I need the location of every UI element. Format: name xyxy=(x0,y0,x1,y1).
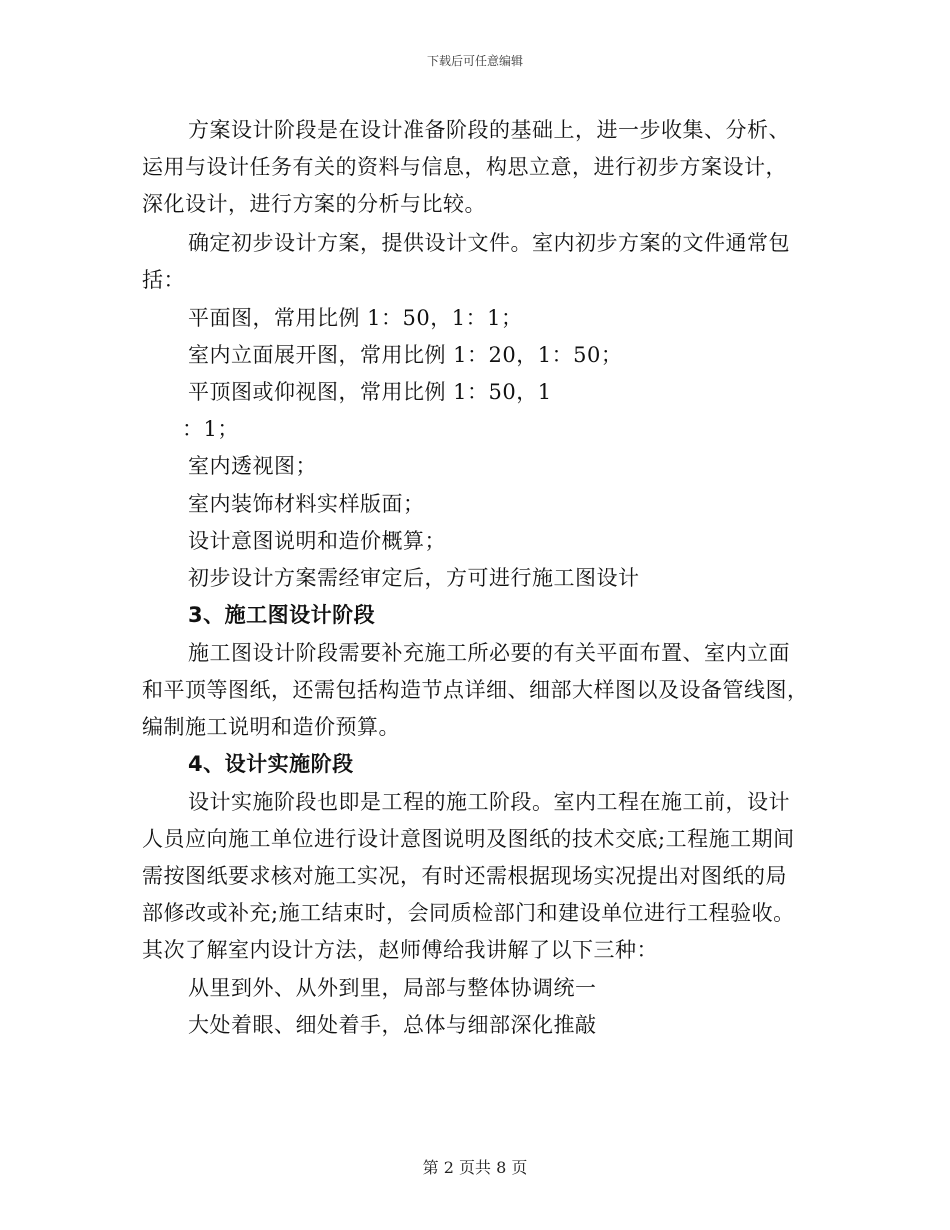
list-item: 从里到外、从外到里，局部与整体协调统一 xyxy=(188,976,597,1000)
paragraph-line: 人员应向施工单位进行设计意图说明及图纸的技术交底;工程施工期间 xyxy=(142,827,795,851)
section-heading: 3、施工图设计阶段 xyxy=(188,603,376,627)
paragraph-line: 方案设计阶段是在设计准备阶段的基础上，进一步收集、分析、 xyxy=(188,118,790,142)
list-item: 设计意图说明和造价概算； xyxy=(188,529,446,553)
page-header: 下载后可任意编辑 xyxy=(426,54,523,68)
paragraph-line: 深化设计，进行方案的分析与比较。 xyxy=(142,192,486,216)
paragraph-line: 编制施工说明和造价预算。 xyxy=(142,715,400,739)
paragraph-line: 初步设计方案需经审定后，方可进行施工图设计 xyxy=(188,566,640,590)
paragraph-line: 括： xyxy=(142,268,185,292)
list-item: 平面图，常用比例 1：50，1：1； xyxy=(188,306,523,330)
list-item: 室内立面展开图，常用比例 1：20，1：50； xyxy=(188,343,623,367)
paragraph-line: 施工图设计阶段需要补充施工所必要的有关平面布置、室内立面 xyxy=(188,641,790,665)
list-item: ：1； xyxy=(182,417,239,441)
paragraph-line: 设计实施阶段也即是工程的施工阶段。室内工程在施工前，设计 xyxy=(188,790,790,814)
paragraph-line: 运用与设计任务有关的资料与信息，构思立意，进行初步方案设计， xyxy=(142,155,787,179)
list-item: 室内透视图； xyxy=(188,454,317,478)
list-item: 平顶图或仰视图，常用比例 1：50，1 xyxy=(188,380,552,404)
paragraph-line: 其次了解室内设计方法，赵师傅给我讲解了以下三种： xyxy=(142,938,658,962)
section-heading: 4、设计实施阶段 xyxy=(188,752,354,776)
paragraph-line: 需按图纸要求核对施工实况，有时还需根据现场实况提出对图纸的局 xyxy=(142,864,787,888)
paragraph-line: 确定初步设计方案，提供设计文件。室内初步方案的文件通常包 xyxy=(188,231,790,255)
paragraph-line: 部修改或补充;施工结束时，会同质检部门和建设单位进行工程验收。 xyxy=(142,901,795,925)
paragraph-line: 和平顶等图纸，还需包括构造节点详细、细部大样图以及设备管线图， xyxy=(142,678,809,702)
page-number: 第 2 页共 8 页 xyxy=(422,1158,528,1177)
list-item: 室内装饰材料实样版面； xyxy=(188,492,425,516)
list-item: 大处着眼、细处着手，总体与细部深化推敲 xyxy=(188,1013,597,1037)
